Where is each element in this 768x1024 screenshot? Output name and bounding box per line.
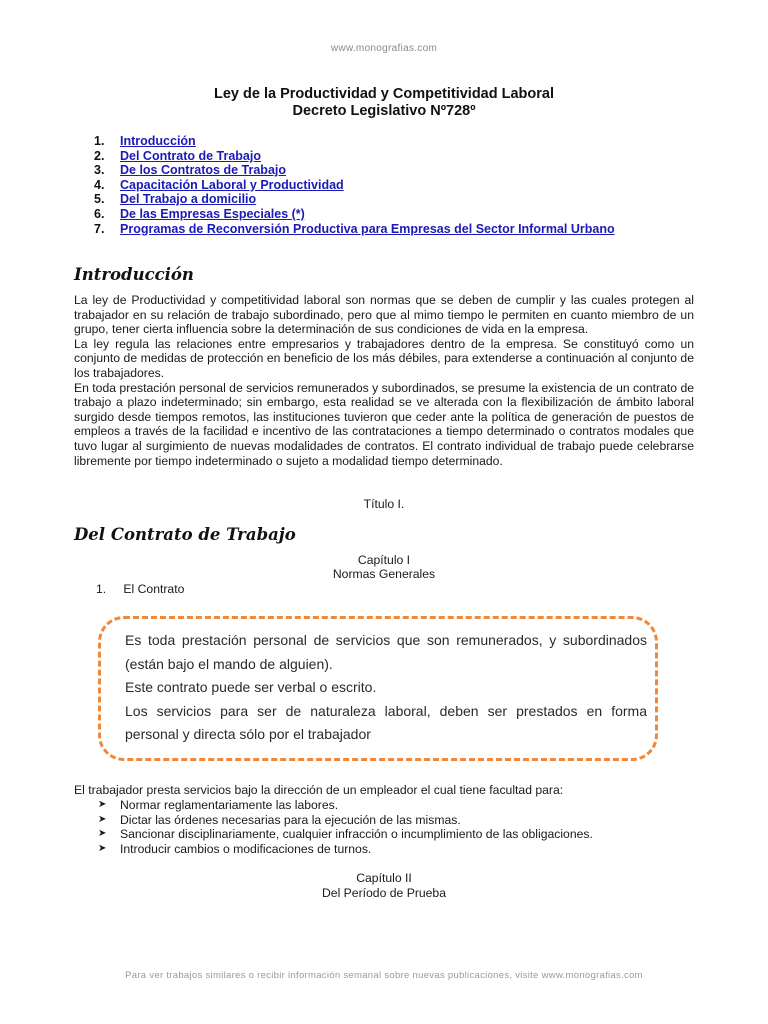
facultades-list	[98, 798, 593, 857]
list-item	[98, 842, 593, 857]
introduction-body	[74, 293, 694, 468]
arrowhead-bullet-icon: ➤	[98, 813, 107, 825]
list-item	[98, 798, 593, 813]
intro-paragraph: En toda prestación personal de servicios remunerados y subordinados, se presume la existencia de un contrato de trabajo a plazo indeterminado; sin embargo, esta realidad se ve alterada con la flexibilización de ámbito laboral surgido desde tiempos remotos, las instituciones tuvieron que ceder ante la política de generación de puestos de empleos a través de la facilidad e incentivo de las contrataciones a tiempo determinado o contratos modales que tuvo lugar al surgimiento de nuevas modalidades de contratos. El contrato individual de trabajo puede celebrarse libremente por tiempo indeterminado o sujeto a modalidad tiempo determinado.	[74, 380, 694, 468]
toc-link-empresas-especiales[interactable]: De las Empresas Especiales (*)	[120, 206, 305, 221]
callout-text: Es toda prestación personal de servicios que son remunerados, y subordinados (están bajo el mando de alguien).	[125, 632, 647, 672]
table-of-contents	[94, 134, 615, 236]
list-item-text: Sancionar disciplinariamente, cualquier infracción o incumplimiento de las obligaciones.	[120, 827, 593, 842]
toc-number: 6.	[94, 206, 105, 221]
toc-number: 3.	[94, 163, 105, 178]
toc-link-trabajo-domicilio[interactable]: Del Trabajo a domicilio	[120, 192, 257, 207]
toc-link-contrato-de-trabajo[interactable]: Del Contrato de Trabajo	[120, 148, 261, 163]
toc-link-capacitacion[interactable]: Capacitación Laboral y Productividad	[120, 177, 344, 192]
numbered-item-el-contrato	[96, 582, 184, 596]
callout-text: Este contrato puede ser verbal o escrito.	[125, 679, 377, 695]
item-number: 1.	[96, 582, 107, 596]
toc-item-capacitacion	[94, 178, 615, 193]
arrowhead-bullet-icon: ➤	[98, 828, 107, 840]
list-item-text: Normar reglamentariamente las labores.	[120, 798, 339, 812]
title-line-1: Ley de la Productividad y Competitividad Laboral	[213, 86, 554, 102]
list-item	[98, 827, 593, 842]
titulo-label: Título I.	[363, 497, 405, 511]
toc-item-introduccion	[94, 134, 615, 149]
toc-item-trabajo-domicilio	[94, 192, 615, 207]
arrowhead-bullet-icon: ➤	[98, 799, 107, 810]
facultades-intro: El trabajador presta servicios bajo la dirección de un empleador el cual tiene facultad para:	[74, 783, 564, 797]
section-heading-introduccion: Introducción	[74, 265, 194, 284]
list-item-text: Introducir cambios o modificaciones de turnos.	[120, 842, 372, 857]
capitulo-1-subtitle: Normas Generales	[332, 567, 436, 581]
toc-item-empresas-especiales	[94, 207, 615, 222]
toc-number: 5.	[94, 192, 105, 207]
capitulo-2-label: Capítulo II	[356, 871, 412, 885]
toc-item-reconversion	[94, 222, 615, 237]
intro-paragraph: La ley regula las relaciones entre empresarios y trabajadores dentro de la empresa. Se constituyó como un conjunto de medidas de protección en beneficio de los más débiles, para extenderse a continuación al conjunto de los trabajadores.	[74, 336, 694, 380]
list-item-text: Dictar las órdenes necesarias para la ejecución de las mismas.	[120, 812, 461, 827]
toc-number: 2.	[94, 148, 105, 163]
site-header: www.monografias.com	[330, 43, 438, 54]
toc-item-contratos-de-trabajo	[94, 163, 615, 178]
toc-number: 1.	[94, 134, 105, 148]
document-title	[0, 86, 768, 120]
toc-link-introduccion[interactable]: Introducción	[120, 134, 196, 148]
section-heading-contrato: Del Contrato de Trabajo	[74, 525, 296, 544]
capitulo-2-subtitle: Del Período de Prueba	[322, 886, 446, 900]
definition-callout-box	[98, 616, 658, 761]
list-item	[98, 813, 593, 828]
title-line-2: Decreto Legislativo Nº728º	[292, 103, 476, 119]
toc-link-reconversion[interactable]: Programas de Reconversión Productiva para Empresas del Sector Informal Urbano	[120, 221, 615, 236]
toc-number: 4.	[94, 177, 105, 192]
toc-number: 7.	[94, 221, 105, 236]
site-footer: Para ver trabajos similares o recibir información semanal sobre nuevas publicaciones, visite www.monografias.com	[125, 970, 643, 981]
callout-text: Los servicios para ser de naturaleza laboral, deben ser prestados en forma personal y directa sólo por el trabajador	[125, 702, 647, 742]
arrowhead-bullet-icon: ➤	[98, 843, 107, 855]
intro-paragraph: La ley de Productividad y competitividad laboral son normas que se deben de cumplir y las cuales protegen al trabajador en su relación de trabajo subordinado, pero que al mimo tiempo le permiten en cuanto miembro de un grupo, tener cierta influencia sobre la determinación de sus condiciones de vida en la empresa.	[74, 293, 694, 337]
capitulo-1-label: Capítulo I	[357, 553, 411, 567]
toc-link-contratos-de-trabajo[interactable]: De los Contratos de Trabajo	[120, 163, 287, 178]
item-label: El Contrato	[123, 582, 185, 596]
toc-item-contrato-de-trabajo	[94, 149, 615, 164]
